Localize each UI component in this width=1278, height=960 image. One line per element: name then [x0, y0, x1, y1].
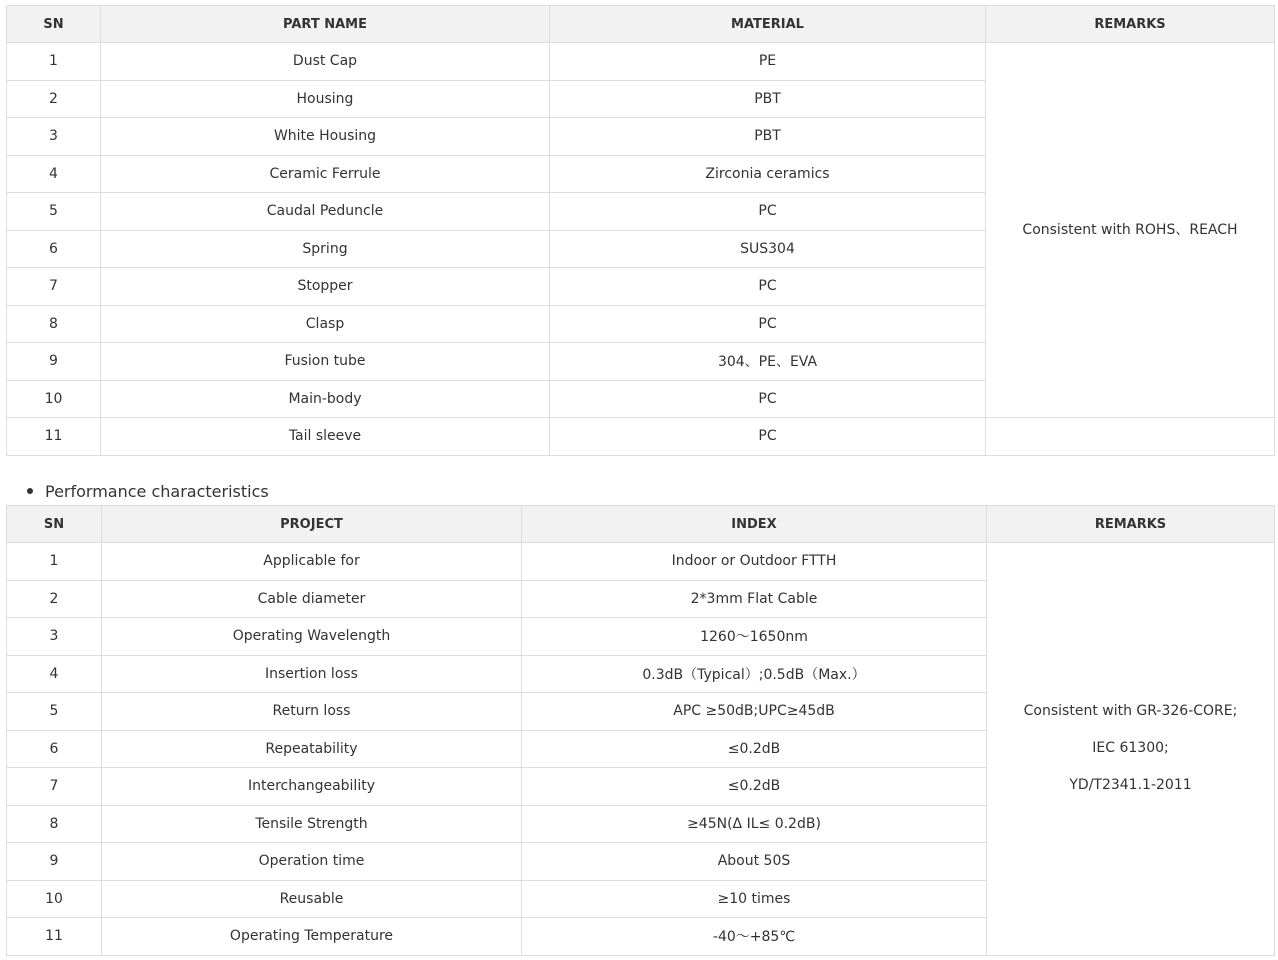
- cell-sn: 3: [7, 118, 101, 156]
- cell-sn: 10: [7, 380, 101, 418]
- cell-material: 304、PE、EVA: [550, 343, 986, 381]
- cell-part-name: Spring: [101, 230, 550, 268]
- cell-sn: 4: [7, 155, 101, 193]
- header-project: PROJECT: [102, 506, 522, 543]
- table-row: [7, 43, 1275, 81]
- table-row: [7, 543, 1275, 581]
- cell-sn: 11: [7, 918, 102, 956]
- cell-remarks: [987, 543, 1275, 956]
- cell-sn: 2: [7, 580, 102, 618]
- cell-project: Applicable for: [102, 543, 522, 581]
- cell-index: APC ≥50dB;UPC≥45dB: [522, 693, 987, 731]
- cell-remarks: Consistent with ROHS、REACH: [986, 43, 1275, 418]
- cell-part-name: Housing: [101, 80, 550, 118]
- cell-project: Return loss: [102, 693, 522, 731]
- cell-project: Insertion loss: [102, 655, 522, 693]
- cell-part-name: Caudal Peduncle: [101, 193, 550, 231]
- header-sn: SN: [7, 506, 102, 543]
- cell-sn: 5: [7, 693, 102, 731]
- cell-sn: 4: [7, 655, 102, 693]
- remark-line: YD/T2341.1-2011: [1069, 777, 1192, 794]
- cell-project: Interchangeability: [102, 768, 522, 806]
- header-row: [7, 6, 1275, 43]
- cell-sn: 9: [7, 343, 101, 381]
- cell-material: PC: [550, 305, 986, 343]
- cell-index: Indoor or Outdoor FTTH: [522, 543, 987, 581]
- cell-project: Reusable: [102, 880, 522, 918]
- bullet-icon: [27, 488, 33, 494]
- cell-sn: 8: [7, 805, 102, 843]
- cell-part-name: Ceramic Ferrule: [101, 155, 550, 193]
- materials-table: [6, 5, 1275, 456]
- cell-material: PC: [550, 418, 986, 456]
- cell-part-name: Dust Cap: [101, 43, 550, 81]
- cell-sn: 7: [7, 268, 101, 306]
- cell-index: ≤0.2dB: [522, 768, 987, 806]
- cell-index: 1260～1650nm: [522, 618, 987, 656]
- cell-index: -40～+85℃: [522, 918, 987, 956]
- header-index: INDEX: [522, 506, 987, 543]
- section-heading-text: Performance characteristics: [45, 481, 269, 501]
- cell-sn: 9: [7, 843, 102, 881]
- cell-sn: 11: [7, 418, 101, 456]
- cell-sn: 5: [7, 193, 101, 231]
- cell-material: PC: [550, 268, 986, 306]
- cell-project: Operation time: [102, 843, 522, 881]
- cell-material: PBT: [550, 80, 986, 118]
- cell-material: PC: [550, 380, 986, 418]
- cell-part-name: Clasp: [101, 305, 550, 343]
- cell-part-name: White Housing: [101, 118, 550, 156]
- header-remarks: REMARKS: [987, 506, 1275, 543]
- header-remarks: REMARKS: [986, 6, 1275, 43]
- cell-part-name: Fusion tube: [101, 343, 550, 381]
- cell-material: PC: [550, 193, 986, 231]
- header-part-name: PART NAME: [101, 6, 550, 43]
- header-sn: SN: [7, 6, 101, 43]
- cell-project: Repeatability: [102, 730, 522, 768]
- header-row: [7, 506, 1275, 543]
- cell-index: ≥10 times: [522, 880, 987, 918]
- remark-line: Consistent with GR-326-CORE;: [1023, 703, 1238, 720]
- cell-index: About 50S: [522, 843, 987, 881]
- cell-part-name: Main-body: [101, 380, 550, 418]
- cell-sn: 10: [7, 880, 102, 918]
- cell-index: 2*3mm Flat Cable: [522, 580, 987, 618]
- cell-material: PE: [550, 43, 986, 81]
- cell-part-name: Tail sleeve: [101, 418, 550, 456]
- section-heading: [27, 479, 269, 503]
- cell-sn: 1: [7, 543, 102, 581]
- cell-project: Operating Wavelength: [102, 618, 522, 656]
- cell-index: ≥45N(Δ IL≤ 0.2dB): [522, 805, 987, 843]
- cell-sn: 8: [7, 305, 101, 343]
- cell-project: Tensile Strength: [102, 805, 522, 843]
- table-row: [7, 418, 1275, 456]
- cell-sn: 1: [7, 43, 101, 81]
- cell-project: Operating Temperature: [102, 918, 522, 956]
- remark-line: IEC 61300;: [1092, 740, 1169, 757]
- cell-sn: 7: [7, 768, 102, 806]
- cell-remarks-empty: [986, 418, 1275, 456]
- cell-sn: 3: [7, 618, 102, 656]
- cell-material: PBT: [550, 118, 986, 156]
- cell-sn: 2: [7, 80, 101, 118]
- cell-project: Cable diameter: [102, 580, 522, 618]
- header-material: MATERIAL: [550, 6, 986, 43]
- performance-table: [6, 505, 1275, 956]
- cell-part-name: Stopper: [101, 268, 550, 306]
- cell-sn: 6: [7, 230, 101, 268]
- cell-material: Zirconia ceramics: [550, 155, 986, 193]
- cell-index: 0.3dB（Typical）;0.5dB（Max.）: [522, 655, 987, 693]
- cell-index: ≤0.2dB: [522, 730, 987, 768]
- cell-material: SUS304: [550, 230, 986, 268]
- cell-sn: 6: [7, 730, 102, 768]
